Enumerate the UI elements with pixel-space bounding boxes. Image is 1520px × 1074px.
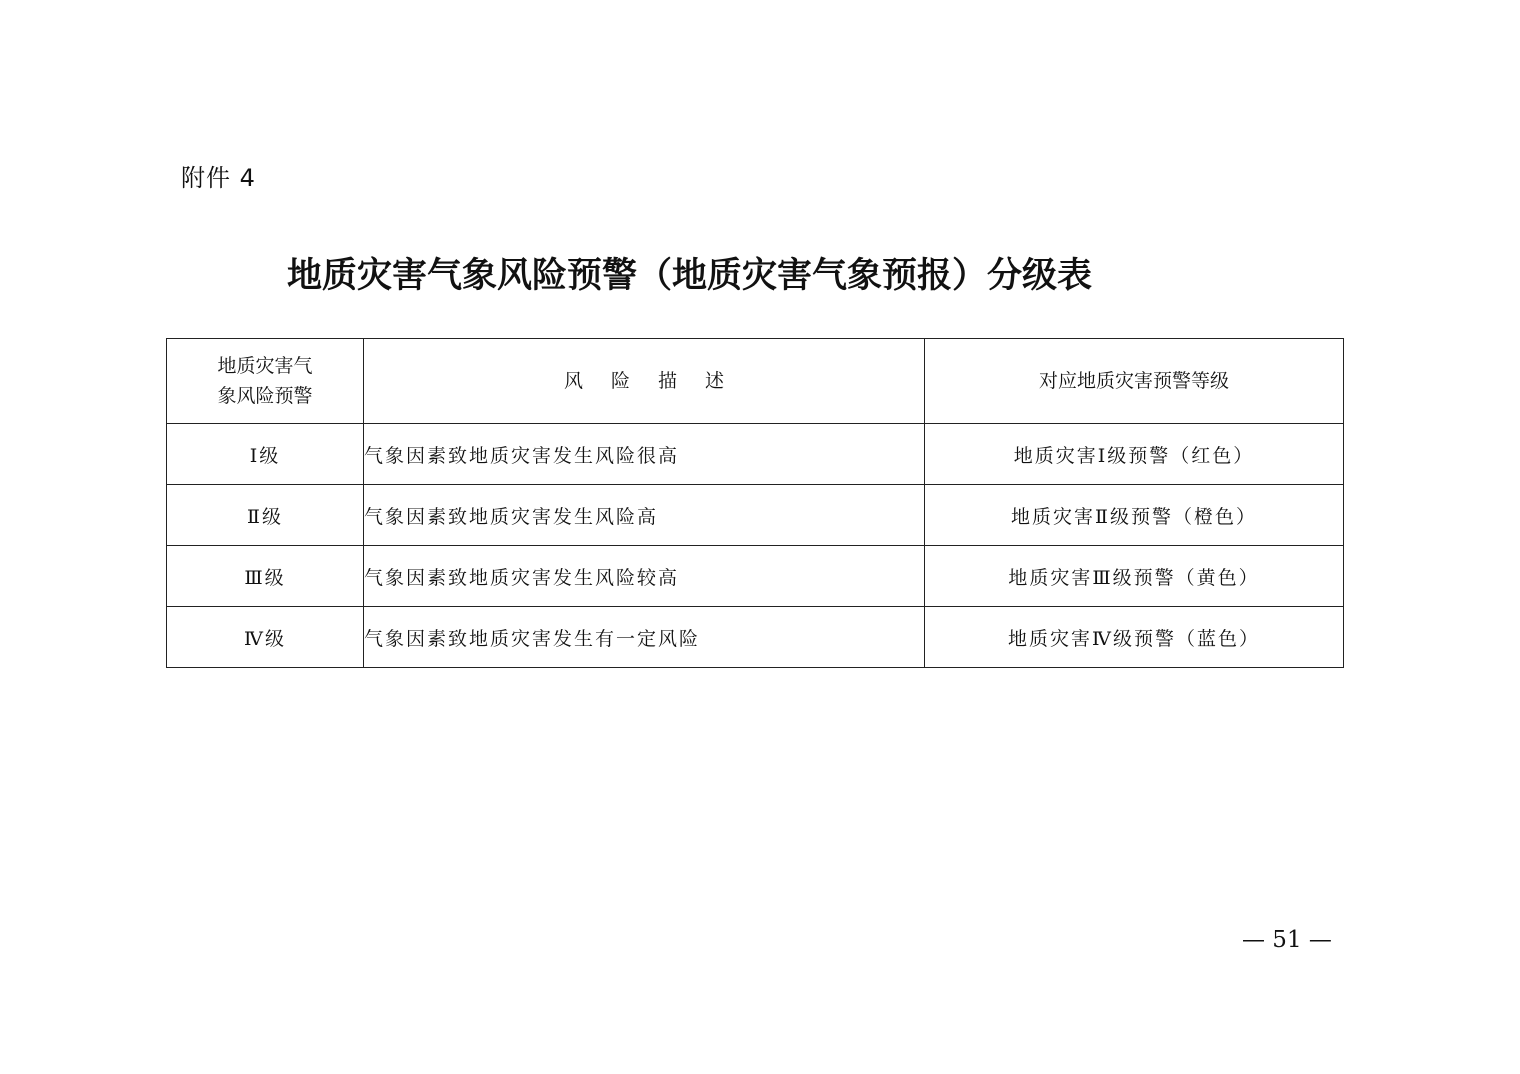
table-row (167, 485, 1344, 546)
header-warning-level: 对应地质灾害预警等级 (925, 339, 1344, 424)
table-row (167, 607, 1344, 668)
table-header-row (167, 339, 1344, 424)
cell-grade: Ⅳ级 (167, 607, 364, 668)
header-risk-description: 风 险 描 述 (364, 339, 925, 424)
header-risk-warning-line1: 地质灾害气 (217, 355, 313, 377)
cell-warning-level: 地质灾害Ⅱ级预警（橙色） (925, 485, 1344, 546)
attachment-label: 附件 4 (181, 164, 256, 192)
warning-grade-table (166, 338, 1344, 668)
cell-description: 气象因素致地质灾害发生风险较高 (364, 546, 925, 607)
cell-description: 气象因素致地质灾害发生风险很高 (364, 424, 925, 485)
header-risk-warning-line2: 象风险预警 (217, 385, 313, 407)
cell-grade: Ⅱ级 (167, 485, 364, 546)
cell-description: 气象因素致地质灾害发生有一定风险 (364, 607, 925, 668)
cell-description: 气象因素致地质灾害发生风险高 (364, 485, 925, 546)
cell-grade: Ⅰ级 (167, 424, 364, 485)
table-row (167, 424, 1344, 485)
cell-grade: Ⅲ级 (167, 546, 364, 607)
cell-warning-level: 地质灾害Ⅰ级预警（红色） (925, 424, 1344, 485)
page-title: 地质灾害气象风险预警（地质灾害气象预报）分级表 (287, 255, 1093, 296)
header-risk-warning (167, 339, 364, 424)
page-number: — 51 — (1242, 927, 1332, 953)
cell-warning-level: 地质灾害Ⅳ级预警（蓝色） (925, 607, 1344, 668)
cell-warning-level: 地质灾害Ⅲ级预警（黄色） (925, 546, 1344, 607)
table-row (167, 546, 1344, 607)
